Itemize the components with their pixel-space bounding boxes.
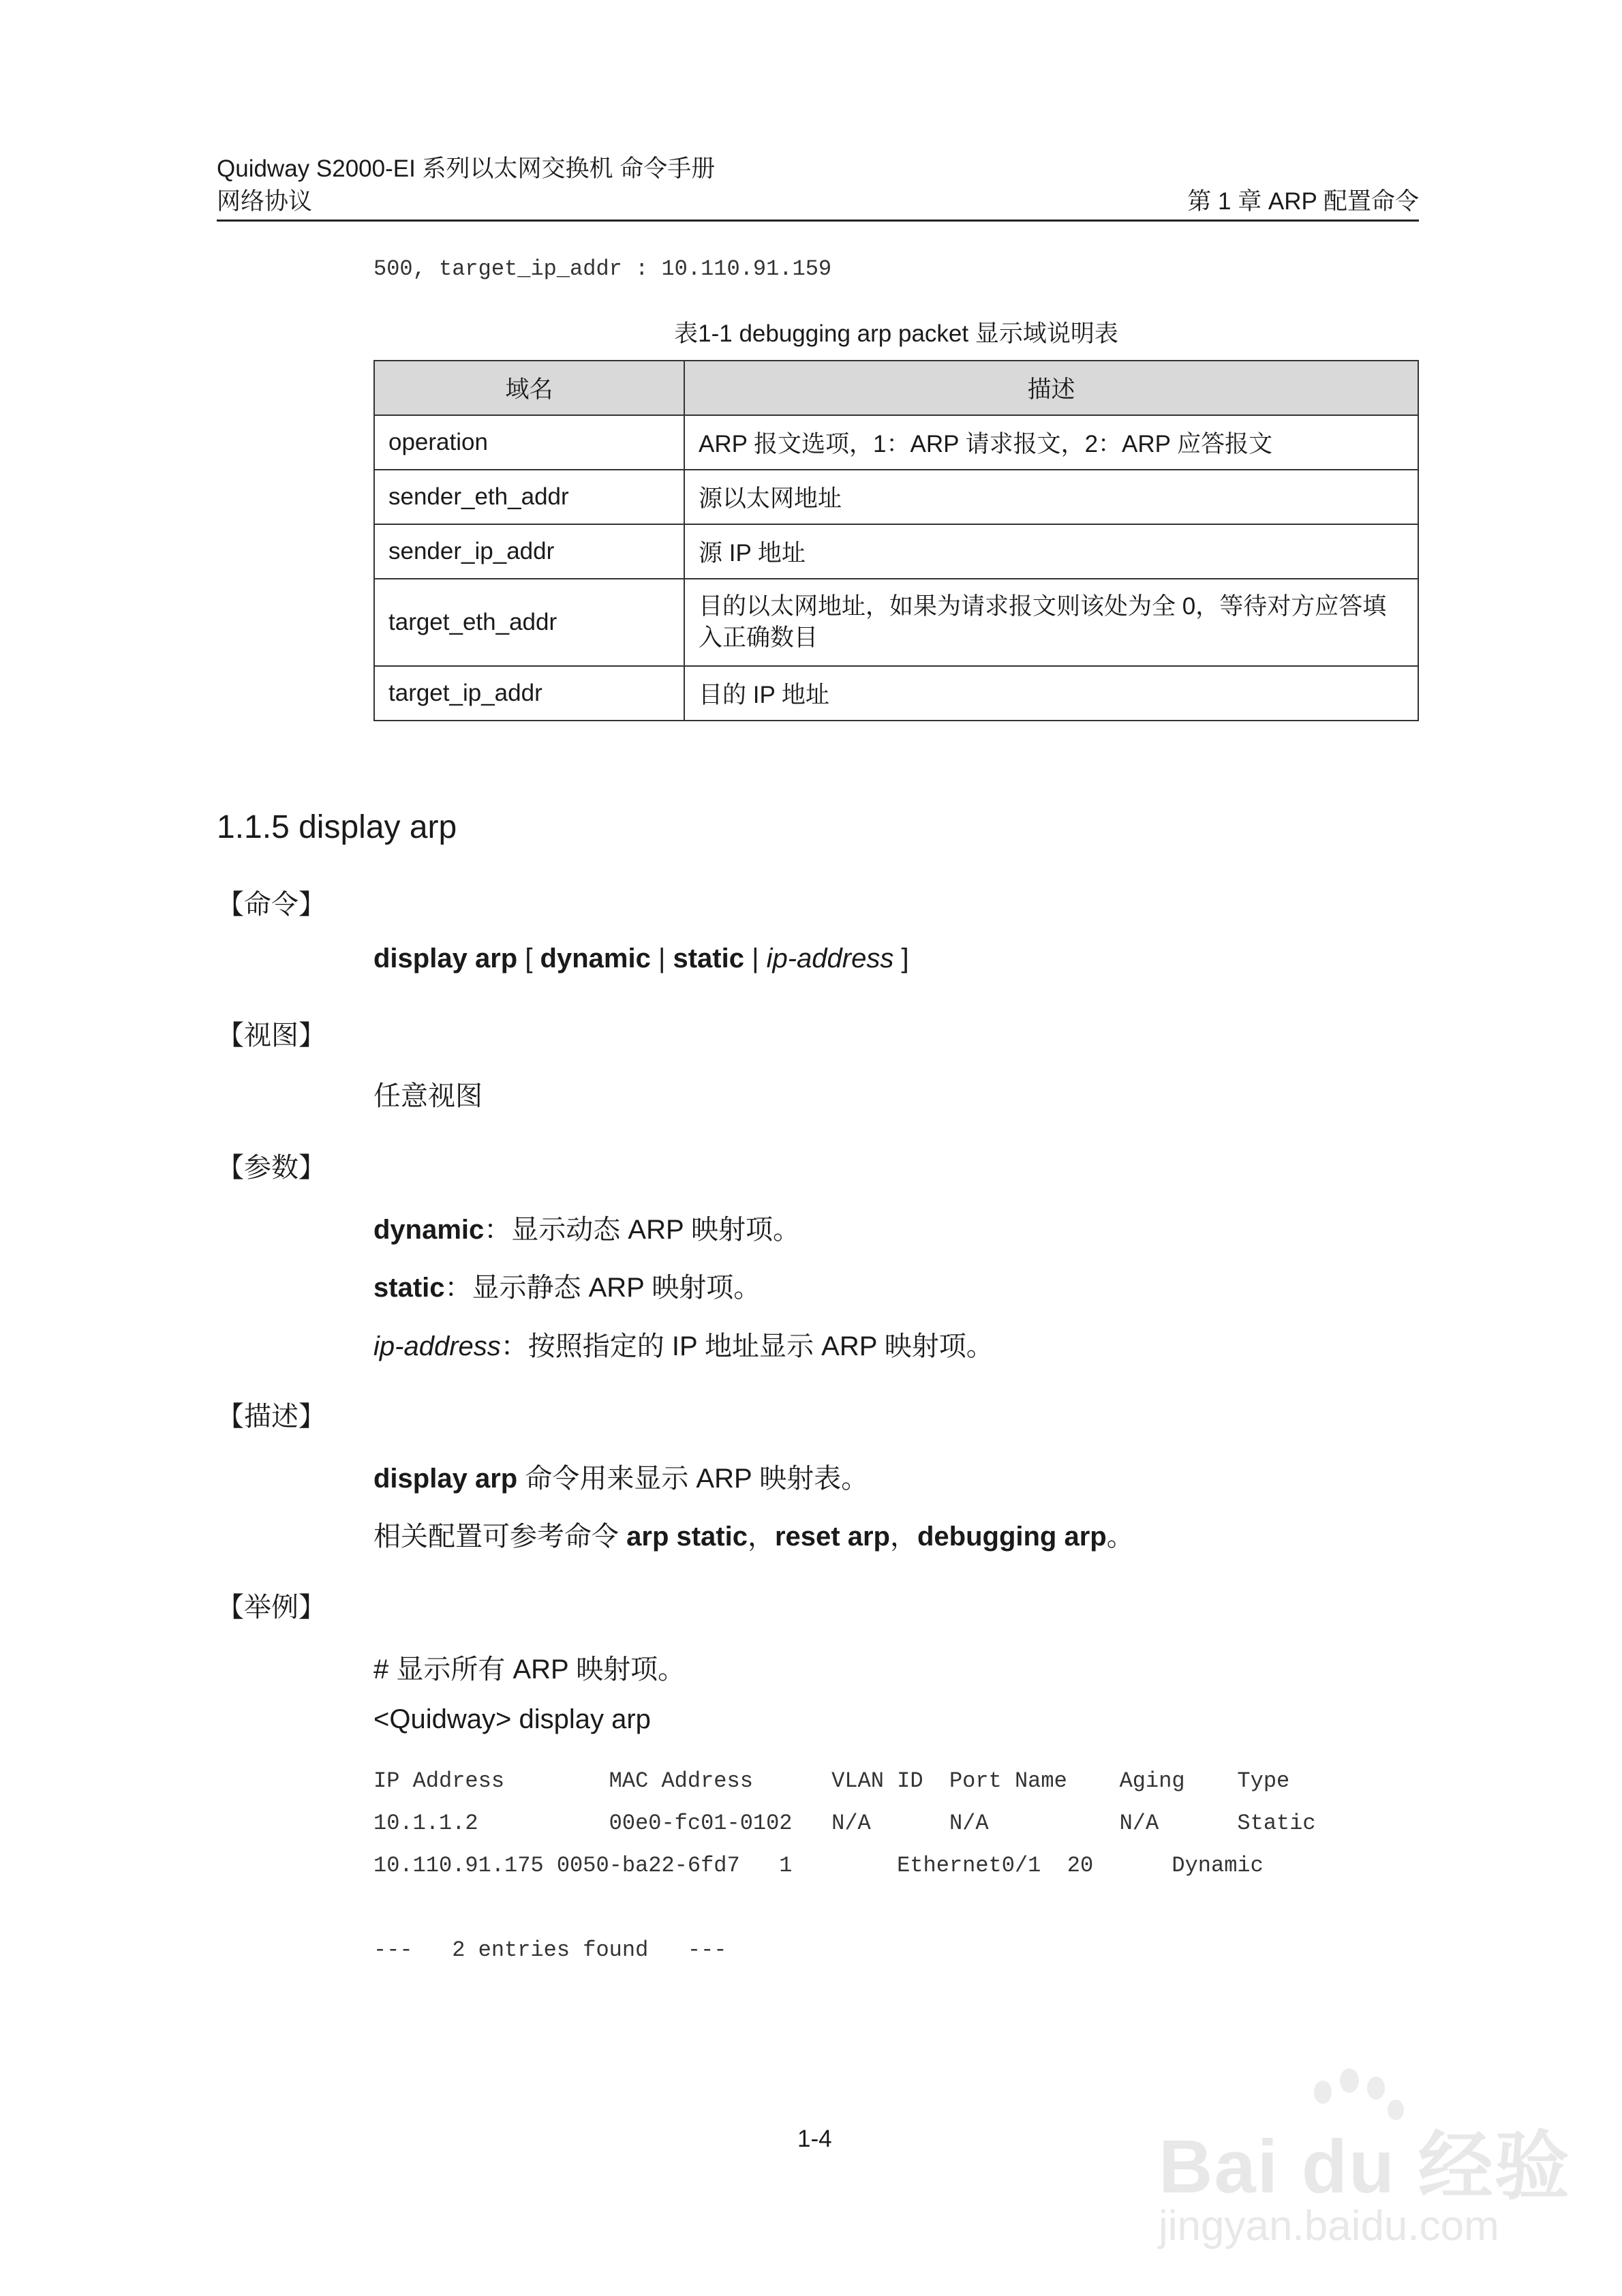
code-line: 500, target_ip_addr : 10.110.91.159 bbox=[373, 256, 832, 282]
param-keyword: static bbox=[373, 1273, 445, 1303]
table-row bbox=[374, 666, 1418, 721]
cmd-argument: ip-address bbox=[766, 943, 894, 973]
table-row bbox=[374, 415, 1418, 470]
table-cell-name: target_ip_addr bbox=[374, 666, 684, 721]
param-text: ：显示动态 ARP 映射项。 bbox=[484, 1215, 801, 1245]
table-row bbox=[374, 470, 1418, 524]
cmd-sep: | bbox=[650, 943, 673, 973]
desc-keyword: arp static bbox=[626, 1522, 748, 1552]
table-caption: 表1-1 debugging arp packet 显示域说明表 bbox=[674, 320, 1118, 347]
desc-keyword: display arp bbox=[373, 1464, 518, 1494]
table-cell-desc-line: 入正确数目 bbox=[699, 624, 818, 651]
cmd-keyword: display arp bbox=[373, 943, 518, 973]
param-keyword: dynamic bbox=[373, 1215, 485, 1245]
output-footer: --- 2 entries found --- bbox=[373, 1937, 727, 1963]
fields-table bbox=[373, 360, 1419, 721]
table-cell-name: sender_eth_addr bbox=[374, 470, 684, 524]
output-header: IP Address MAC Address VLAN ID Port Name Aging Type bbox=[373, 1768, 1290, 1794]
table-header-row bbox=[374, 361, 1418, 415]
watermark-url: jingyan.baidu.com bbox=[1159, 2203, 1499, 2250]
watermark-logo: Bai du 经验 bbox=[1159, 2125, 1571, 2209]
example-tag: 【举例】 bbox=[217, 1592, 326, 1622]
table-cell-desc: ARP 报文选项，1：ARP 请求报文，2：ARP 应答报文 bbox=[684, 415, 1418, 470]
table-cell-desc: 源 IP 地址 bbox=[684, 524, 1418, 579]
paw-icon bbox=[1314, 2081, 1332, 2104]
table-cell-name: target_eth_addr bbox=[374, 579, 684, 666]
example-command: <Quidway> display arp bbox=[373, 1704, 651, 1734]
desc-sep: 。 bbox=[1106, 1522, 1134, 1552]
desc-text: 命令用来显示 ARP 映射表。 bbox=[517, 1464, 869, 1494]
param-static bbox=[373, 1266, 761, 1305]
cmd-keyword: dynamic bbox=[540, 943, 651, 973]
param-text: ：按照指定的 IP 地址显示 ARP 映射项。 bbox=[500, 1331, 994, 1361]
table-cell-desc-line: 目的以太网地址，如果为请求报文则该处为全 0，等待对方应答填 bbox=[699, 593, 1387, 620]
paw-icon bbox=[1367, 2076, 1385, 2100]
desc-line-2 bbox=[373, 1515, 1134, 1554]
param-keyword: ip-address bbox=[373, 1331, 501, 1361]
cmd-sep: | bbox=[744, 943, 767, 973]
param-tag: 【参数】 bbox=[217, 1153, 326, 1183]
table-cell-name: sender_ip_addr bbox=[374, 524, 684, 579]
command-syntax bbox=[373, 943, 909, 974]
param-text: ：显示静态 ARP 映射项。 bbox=[444, 1273, 761, 1303]
desc-keyword: debugging arp bbox=[917, 1522, 1107, 1552]
section-title: 1.1.5 display arp bbox=[217, 809, 457, 845]
table-cell-desc: 目的 IP 地址 bbox=[684, 666, 1418, 721]
desc-sep: ， bbox=[889, 1522, 917, 1552]
table-row bbox=[374, 524, 1418, 579]
table-cell-desc: 源以太网地址 bbox=[684, 470, 1418, 524]
desc-text: 相关配置可参考命令 bbox=[373, 1522, 627, 1552]
param-dynamic bbox=[373, 1208, 800, 1247]
output-row: 10.110.91.175 0050-ba22-6fd7 1 Ethernet0/1 20 Dynamic bbox=[373, 1853, 1264, 1878]
cmd-sep: ] bbox=[893, 943, 909, 973]
param-ip-address bbox=[373, 1325, 994, 1363]
header-rule bbox=[217, 220, 1419, 222]
desc-keyword: reset arp bbox=[774, 1522, 890, 1552]
output-row: 10.1.1.2 00e0-fc01-0102 N/A N/A N/A Static bbox=[373, 1811, 1316, 1836]
header-subtitle: 网络协议 bbox=[217, 188, 313, 215]
table-cell-name: operation bbox=[374, 415, 684, 470]
example-comment: # 显示所有 ARP 映射项。 bbox=[373, 1655, 686, 1685]
header-title: Quidway S2000-EI 系列以太网交换机 命令手册 bbox=[217, 155, 716, 182]
paw-icon bbox=[1340, 2068, 1359, 2093]
table-header-cell: 域名 bbox=[374, 361, 684, 415]
desc-line-1 bbox=[373, 1457, 868, 1496]
view-tag: 【视图】 bbox=[217, 1021, 326, 1051]
table-header-cell: 描述 bbox=[684, 361, 1418, 415]
cmd-keyword: static bbox=[673, 943, 744, 973]
view-text: 任意视图 bbox=[373, 1081, 483, 1111]
desc-tag: 【描述】 bbox=[217, 1402, 326, 1432]
table-row bbox=[374, 579, 1418, 666]
page-number: 1-4 bbox=[797, 2126, 832, 2152]
desc-sep: ， bbox=[747, 1522, 775, 1552]
header-chapter: 第 1 章 ARP 配置命令 bbox=[1187, 188, 1419, 215]
command-tag: 【命令】 bbox=[217, 890, 326, 920]
cmd-sep: [ bbox=[517, 943, 540, 973]
table-cell-desc bbox=[684, 579, 1418, 666]
